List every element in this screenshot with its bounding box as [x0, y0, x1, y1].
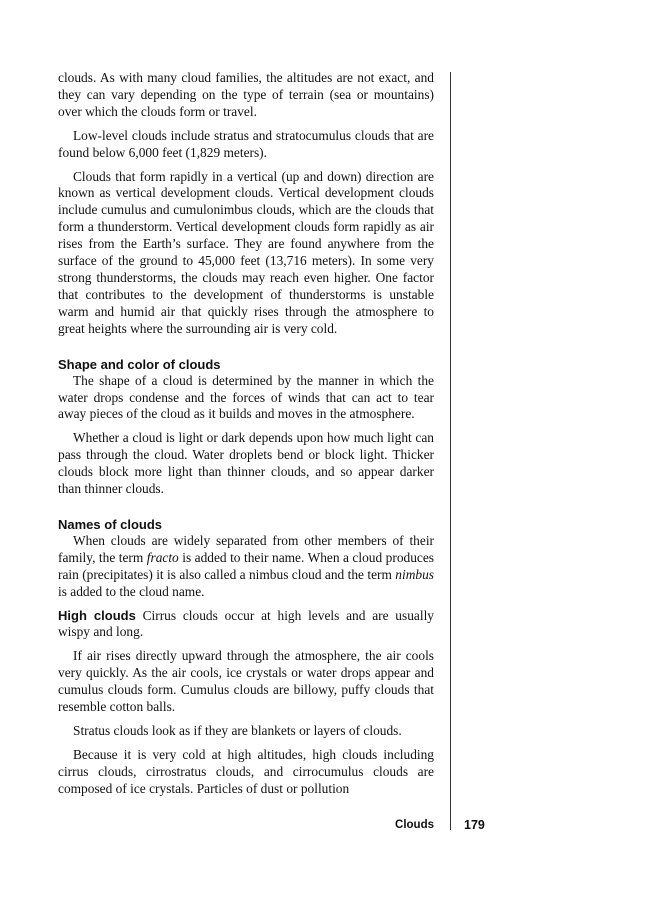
body-paragraph-1: clouds. As with many cloud families, the altitudes are not exact, and they can vary depending on the type of terrain (sea or mountains) over which the clouds form or travel.: [58, 70, 434, 119]
high-clouds-text: Cirrus clouds occur at high levels and are usually wispy and long.: [58, 607, 434, 640]
text-column: [58, 70, 434, 805]
page-number: 179: [464, 818, 485, 832]
body-paragraph-2: Low-level clouds include stratus and stratocumulus clouds that are found below 6,000 feet (1,829 meters).: [58, 127, 434, 160]
names-text-a: When clouds are widely separated from other members of their family, the term: [58, 532, 434, 565]
high-clouds-paragraph-4: Because it is very cold at high altitudes, high clouds including cirrus clouds, cirrostratus clouds, and cirrocumulus clouds are composed of ice crystals. Particles of dust or pollution: [58, 746, 434, 796]
names-paragraph-1: [58, 533, 434, 601]
section-heading-shape-color: Shape and color of clouds: [58, 356, 221, 372]
high-clouds-paragraph-1: [58, 608, 434, 642]
term-nimbus: nimbus: [395, 566, 434, 582]
shape-paragraph-1: The shape of a cloud is determined by the manner in which the water drops condense and the forces of winds that can act to tear away pieces of the cloud as it builds and moves in the atmosphere.: [58, 372, 434, 422]
term-fracto: fracto: [146, 549, 179, 565]
high-clouds-paragraph-2: If air rises directly upward through the atmosphere, the air cools very quickly. As the air cools, ice crystals or water drops appear and cumulus clouds form. Cumulus clouds are billowy, puffy clouds that resemble cotton balls.: [58, 648, 434, 715]
high-clouds-paragraph-3: Stratus clouds look as if they are blankets or layers of clouds.: [73, 723, 402, 738]
names-text-b: is added to their name. When a cloud produces rain (precipitates) it is also called a nimbus cloud and the term: [58, 549, 434, 582]
names-text-c: is added to the cloud name.: [58, 583, 205, 599]
shape-paragraph-2: Whether a cloud is light or dark depends upon how much light can pass through the cloud. Water droplets bend or block light. Thicker clouds block more light than thinner clouds, and so appear darker than thinner clouds.: [58, 430, 434, 497]
body-paragraph-3: Clouds that form rapidly in a vertical (up and down) direction are known as vertical development clouds. Vertical development clouds include cumulus and cumulonimbus clouds, which are the clouds that form a thunderstorm. Vertical development clouds form rapidly as air rises from the Earth’s surface. They are found anywhere from the surface of the ground to 45,000 feet (13,716 meters). In some very strong thunderstorms, the clouds may reach even higher. One factor that contributes to the development of thunderstorms is unstable warm and humid air that quickly rises through the atmosphere to great heights where the surrounding air is very cold.: [58, 168, 434, 336]
run-in-heading-high-clouds: High clouds: [58, 607, 136, 623]
vertical-margin-rule: [450, 72, 451, 830]
section-heading-names: Names of clouds: [58, 516, 163, 532]
running-footer-chapter: Clouds: [395, 819, 434, 831]
